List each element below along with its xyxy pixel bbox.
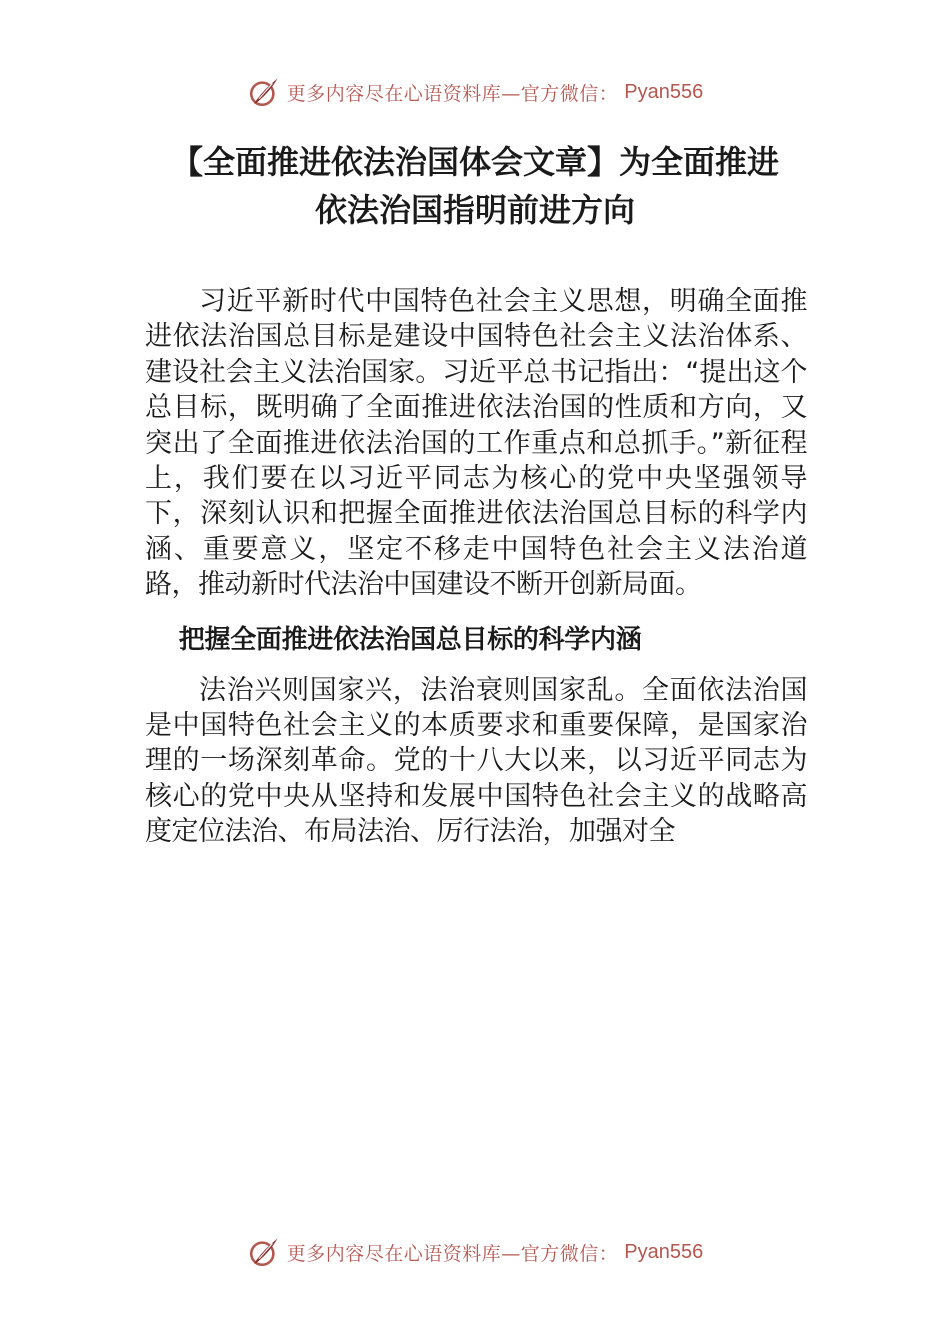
quill-pen-logo-icon [247, 1235, 281, 1269]
footer-wechat-id: Pyan556 [624, 1240, 704, 1263]
title-line-2: 依法治国指明前进方向 [314, 191, 635, 229]
quill-pen-logo-icon [247, 75, 281, 109]
title-line-1: 【全面推进依法治国体会文章】为全面推进 [170, 143, 779, 181]
footer-banner [0, 1232, 950, 1272]
footer-banner-text: 更多内容尽在心语资料库—官方微信： [286, 1242, 619, 1265]
header-wechat-id: Pyan556 [624, 80, 704, 103]
document-title [130, 138, 820, 234]
header-banner-text: 更多内容尽在心语资料库—官方微信： [286, 82, 619, 105]
paragraph-1: 习近平新时代中国特色社会主义思想，明确全面推进依法治国总目标是建设中国特色社会主义法治体系、建设社会主义法治国家。习近平总书记指出：“提出这个总目标，既明确了全面推进依法治国的性质和方向，又突出了全面推进依法治国的工作重点和总抓手。”新征程上，我们要在以习近平同志为核心的党中央坚强领导下，深刻认识和把握全面推进依法治国总目标的科学内涵、重要意义，坚定不移走中国特色社会主义法治道路，推动新时代法治中国建设不断开创新局面。 [145, 286, 807, 601]
section-heading: 把握全面推进依法治国总目标的科学内涵 [178, 624, 642, 655]
paragraph-2: 法治兴则国家兴，法治衰则国家乱。全面依法治国是中国特色社会主义的本质要求和重要保障，是国家治理的一场深刻革命。党的十八大以来，以习近平同志为核心的党中央从坚持和发展中国特色社会主义的战略高度定位法治、布局法治、厉行法治，加强对全 [145, 674, 807, 848]
header-banner [0, 72, 950, 112]
document-body [145, 284, 807, 850]
